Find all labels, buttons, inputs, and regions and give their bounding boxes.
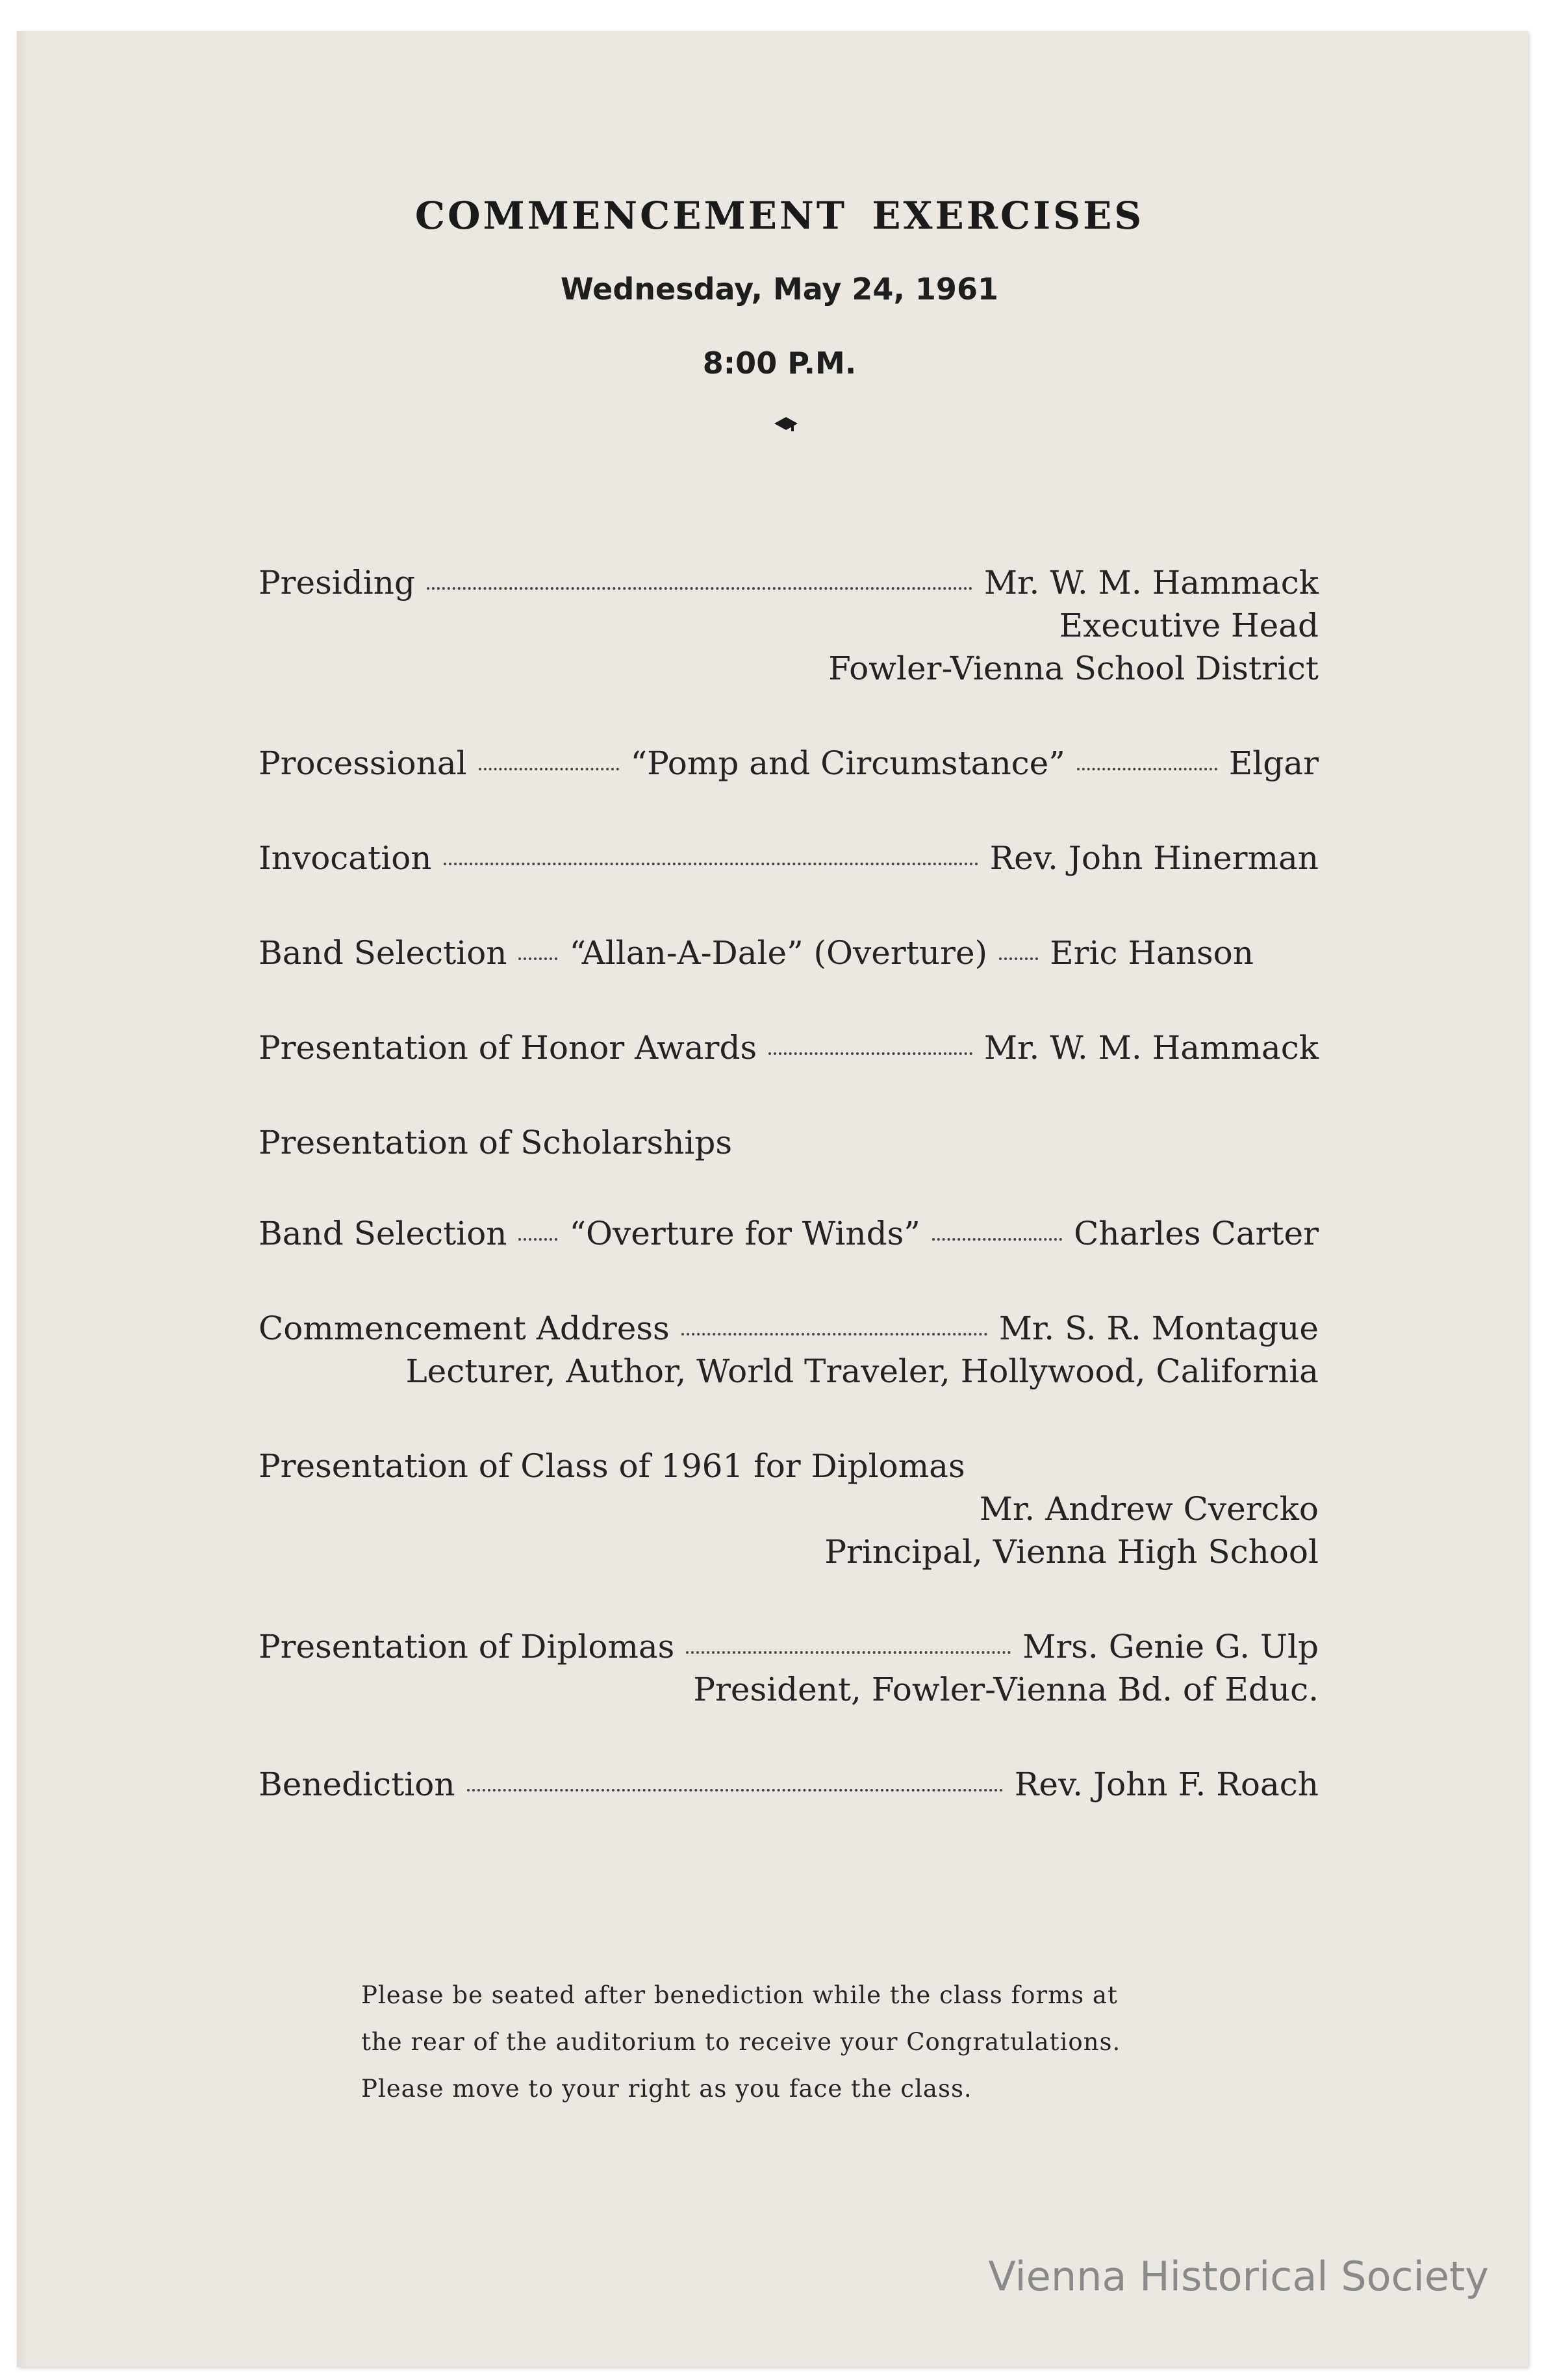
presiding-organization: Fowler-Vienna School District [828,650,1319,687]
watermark: Vienna Historical Society [988,2253,1489,2300]
item-person: Mr. W. M. Hammack [983,564,1319,601]
item-person: Charles Carter [1074,1215,1319,1252]
principal-title: Principal, Vienna High School [824,1533,1319,1571]
leader-dots [427,587,972,590]
board-president-title: President, Fowler-Vienna Bd. of Educ. [693,1671,1319,1708]
item-person: Rev. John F. Roach [1014,1766,1319,1803]
leader-dots [768,1052,972,1055]
event-time: 8:00 P.M. [702,346,857,381]
mortarboard-icon [773,414,799,434]
item-person: Mrs. Genie G. Ulp [1022,1628,1319,1665]
leader-dots [999,957,1038,960]
item-label: Presentation of Honor Awards [259,1029,757,1067]
leader-dots [467,1789,1003,1791]
speaker-description: Lecturer, Author, World Traveler, Hollywood, California [405,1352,1319,1390]
program-row-benediction [259,1766,1319,1803]
item-person: Rev. John Hinerman [989,839,1319,877]
leader-dots [518,1238,557,1241]
presiding-title: Executive Head [1059,607,1319,644]
program-row-band-selection-1 [259,934,1319,972]
seating-note-line-1: Please be seated after benediction while the class forms at [361,1981,1118,2009]
item-piece: “Overture for Winds” [569,1215,920,1252]
item-label: Presentation of Diplomas [259,1628,675,1665]
program-row-class-presentation: Presentation of Class of 1961 for Diplomas [259,1447,965,1485]
item-label: Presiding [259,564,415,601]
event-date: Wednesday, May 24, 1961 [561,272,998,307]
program-row-band-selection-2 [259,1215,1319,1252]
item-label: Benediction [259,1766,455,1803]
item-label: Invocation [259,839,432,877]
program-row-diplomas [259,1628,1319,1665]
item-label: Processional [259,744,467,782]
item-person: Elgar [1228,744,1319,782]
leader-dots [686,1651,1011,1654]
leader-dots [518,957,557,960]
item-piece: “Allan-A-Dale” (Overture) [569,934,988,972]
program-row-presiding [259,564,1319,601]
program-row-scholarships: Presentation of Scholarships [259,1124,733,1161]
page-fold-edge [17,31,29,2367]
program-row-processional [259,744,1319,782]
item-person: Mr. W. M. Hammack [983,1029,1319,1067]
item-label: Band Selection [259,1215,507,1252]
item-label: Band Selection [259,934,507,972]
program-page [17,31,1528,2367]
leader-dots [444,863,978,865]
page-title: COMMENCEMENT EXERCISES [414,194,1145,238]
leader-dots [681,1333,987,1336]
leader-dots [932,1238,1062,1241]
program-row-commencement-address [259,1310,1319,1347]
program-row-honor-awards [259,1029,1319,1067]
item-person: Mr. S. R. Montague [998,1310,1319,1347]
item-piece: “Pomp and Circumstance” [630,744,1065,782]
seating-note-line-2: the rear of the auditorium to receive your Congratulations. [361,2028,1121,2056]
item-label: Commencement Address [259,1310,670,1347]
leader-dots [1077,768,1217,770]
item-person: Eric Hanson [1050,934,1254,972]
principal-name: Mr. Andrew Cvercko [979,1490,1319,1528]
leader-dots [479,768,619,770]
seating-note-line-3: Please move to your right as you face the class. [361,2075,972,2103]
program-row-invocation [259,839,1319,877]
